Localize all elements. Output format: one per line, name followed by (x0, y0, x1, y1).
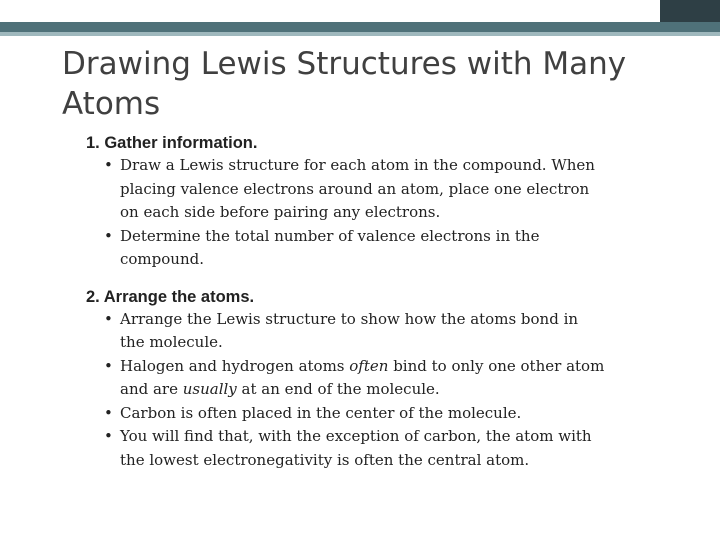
bullet-item (104, 355, 606, 402)
slide-title: Drawing Lewis Structures with Many Atoms (62, 46, 627, 122)
bullet-dot-icon: • (104, 356, 113, 375)
bullet-text-part: Halogen and hydrogen atoms (120, 356, 350, 375)
section-gather-information (86, 132, 606, 272)
slide-body (86, 132, 606, 486)
bullet-dot-icon: • (104, 226, 113, 245)
bullet-list (86, 308, 606, 473)
header-accent-dark (660, 0, 720, 22)
bullet-list (86, 154, 606, 272)
bullet-dot-icon: • (104, 309, 113, 328)
bullet-text: Arrange the Lewis structure to show how the atoms bond in the molecule. (120, 309, 579, 351)
bullet-dot-icon: • (104, 403, 113, 422)
bullet-item (104, 154, 606, 225)
bullet-emphasis: usually (182, 380, 237, 398)
bullet-text-part: bind to only one other atom and are (120, 356, 605, 398)
bullet-item (104, 308, 606, 355)
bullet-text: Determine the total number of valence electrons in the compound. (120, 226, 540, 268)
bullet-text: Draw a Lewis structure for each atom in the compound. When placing valence electrons around an atom, place one electron on each side before pairing any electrons. (120, 156, 595, 221)
bullet-text: You will find that, with the exception of carbon, the atom with the lowest electronegativity is often the central atom. (120, 427, 592, 469)
section-arrange-atoms (86, 286, 606, 473)
bullet-item (104, 225, 606, 272)
bullet-text-part: at an end of the molecule. (236, 380, 440, 398)
section-heading: 2. Arrange the atoms. (86, 287, 255, 306)
bullet-emphasis: often (349, 356, 389, 375)
bullet-dot-icon: • (104, 427, 113, 445)
bullet-item (104, 425, 606, 472)
header-band-highlight (0, 32, 720, 36)
bullet-dot-icon: • (104, 156, 113, 174)
bullet-text: Carbon is often placed in the center of the molecule. (120, 403, 522, 422)
section-heading: 1. Gather information. (86, 134, 258, 152)
header-band (0, 22, 720, 32)
bullet-item (104, 402, 606, 426)
